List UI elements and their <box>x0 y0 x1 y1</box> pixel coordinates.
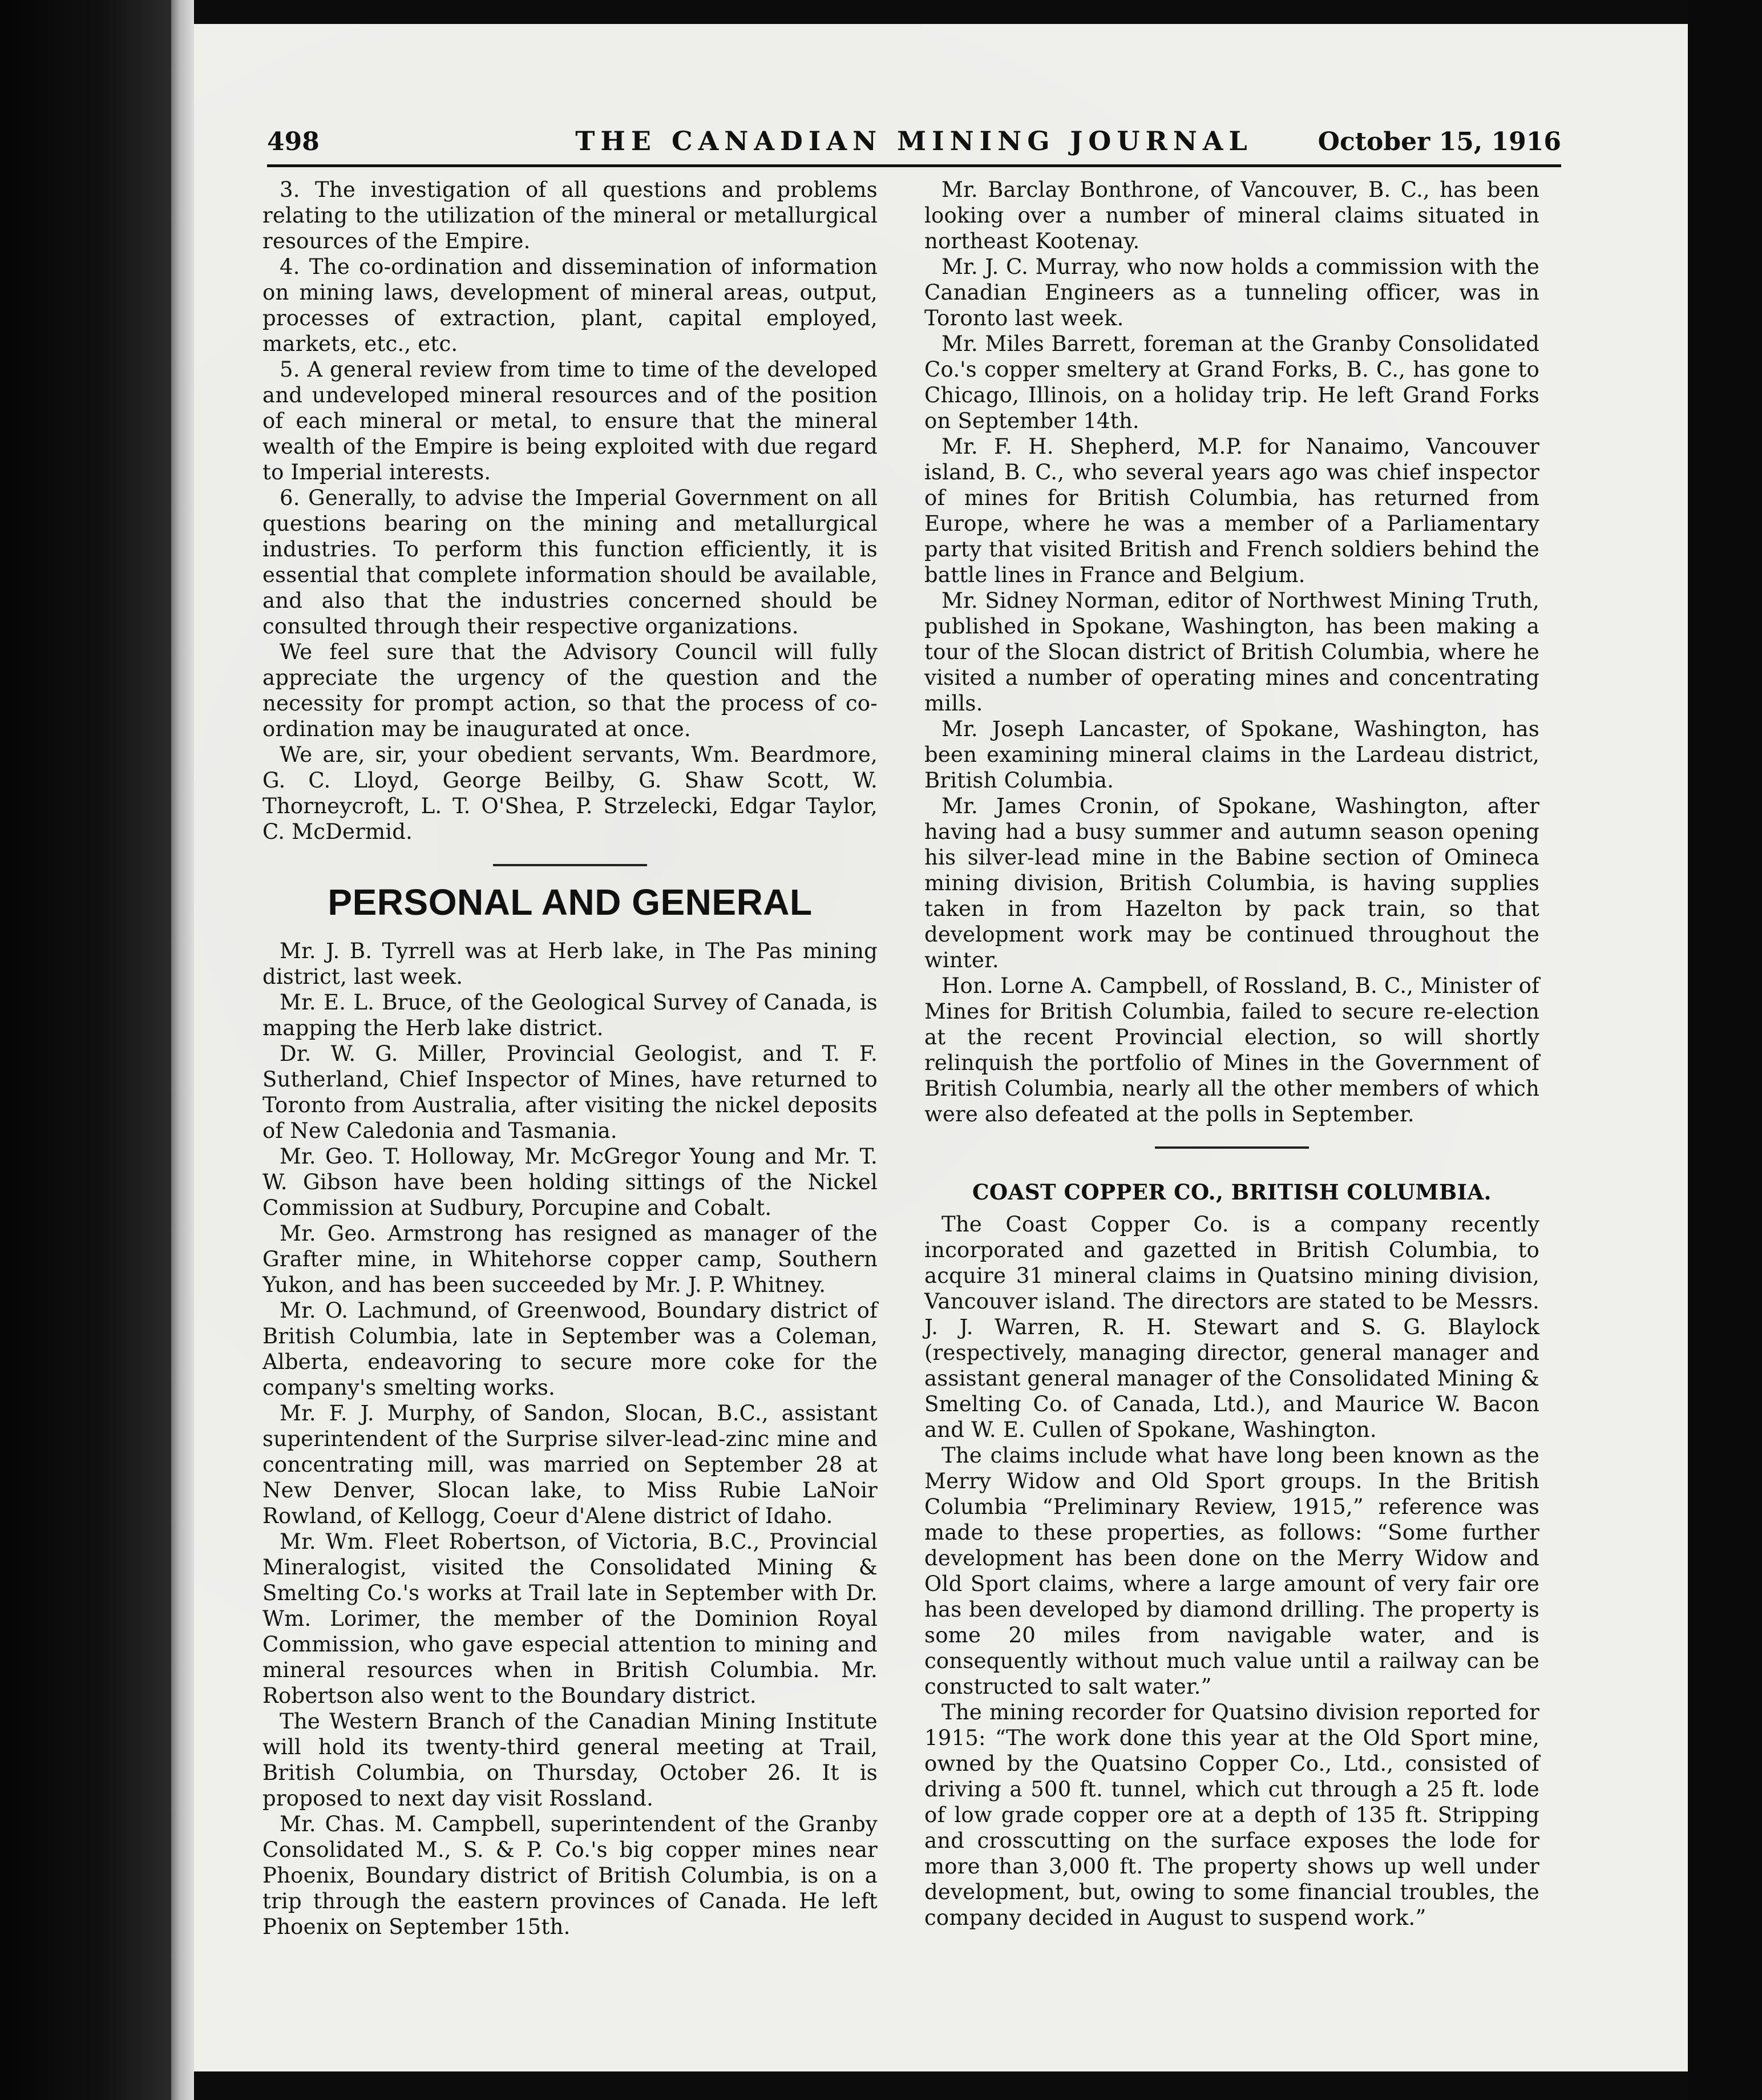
paragraph: Mr. F. H. Shepherd, M.P. for Nanaimo, Vancouver island, B. C., who several years ago was chief inspector of mines for British Columbia, has returned from Europe, where he was a member of a Parliamentary party that visited British and French soldiers behind the battle lines in France and Belgium. <box>924 434 1539 587</box>
scan-dark-margin <box>0 0 171 2100</box>
right-column <box>924 177 1539 1931</box>
paragraph: The claims include what have long been known as the Merry Widow and Old Sport groups. In the British Columbia “Preliminary Review, 1915,” reference was made to these properties, as follows: “Some further development has been done on the Merry Widow and Old Sport claims, where a large amount of very fair ore has been developed by diamond drilling. The property is some 20 miles from navigable water, and is consequently without much value until a railway can be constructed to salt water.” <box>924 1443 1539 1699</box>
paragraph: Mr. F. J. Murphy, of Sandon, Slocan, B.C., assistant superintendent of the Surprise silver-lead-zinc mine and concentrating mill, was married on September 28 at New Denver, Slocan lake, to Miss Rubie LaNoir Rowland, of Kellogg, Coeur d'Alene district of Idaho. <box>262 1401 878 1528</box>
signatories-paragraph: We are, sir, your obedient servants, Wm. Beardmore, G. C. Lloyd, George Beilby, G. Shaw Scott, W. Thorneycroft, L. T. O'Shea, P. Strzelecki, Edgar Taylor, C. McDermid. <box>262 742 878 844</box>
paragraph: 5. A general review from time to time of the developed and undeveloped mineral resources and of the position of each mineral or metal, to ensure that the mineral wealth of the Empire is being exploited with due regard to Imperial interests. <box>262 357 878 484</box>
paragraph: Mr. Joseph Lancaster, of Spokane, Washington, has been examining mineral claims in the Lardeau district, British Columbia. <box>924 717 1539 793</box>
paragraph: Mr. J. C. Murray, who now holds a commission with the Canadian Engineers as a tunneling officer, was in Toronto last week. <box>924 255 1539 330</box>
journal-title: THE CANADIAN MINING JOURNAL <box>575 126 1253 156</box>
paragraph: Mr. Miles Barrett, foreman at the Granby Consolidated Co.'s copper smeltery at Grand Forks, B. C., has gone to Chicago, Illinois, on a holiday trip. He left Grand Forks on September 14th. <box>924 332 1539 433</box>
paragraph: We feel sure that the Advisory Council will fully appreciate the urgency of the question and the necessity for prompt action, so that the process of co-ordination may be inaugurated at once. <box>262 640 878 741</box>
paragraph: Mr. Sidney Norman, editor of Northwest Mining Truth, published in Spokane, Washington, has been making a tour of the Slocan district of British Columbia, where he visited a number of operating mines and concentrating mills. <box>924 588 1539 716</box>
section-divider <box>493 864 647 866</box>
page-number: 498 <box>267 127 320 156</box>
paragraph: The Coast Copper Co. is a company recently incorporated and gazetted in British Columbia, to acquire 31 mineral claims in Quatsino mining division, Vancouver island. The directors are stated to be Messrs. J. J. Warren, R. H. Stewart and S. G. Blaylock (respectively, managing director, general manager and assistant general manager of the Consolidated Mining & Smelting Co. of Canada, Ltd.), and Maurice W. Bacon and W. E. Cullen of Spokane, Washington. <box>924 1212 1539 1442</box>
section-heading-personal-and-general: PERSONAL AND GENERAL <box>328 882 813 923</box>
journal-page <box>194 24 1688 2071</box>
paragraph: Mr. O. Lachmund, of Greenwood, Boundary district of British Columbia, late in September was a Coleman, Alberta, endeavoring to secure more coke for the company's smelting works. <box>262 1298 878 1400</box>
left-column <box>262 177 878 1940</box>
paragraph: 4. The co-ordination and dissemination of information on mining laws, development of mineral areas, output, processes of extraction, plant, capital employed, markets, etc., etc. <box>262 255 878 356</box>
scan-right-edge <box>1688 0 1762 2100</box>
paragraph: Mr. Geo. T. Holloway, Mr. McGregor Young and Mr. T. W. Gibson have been holding sittings of the Nickel Commission at Sudbury, Porcupine and Cobalt. <box>262 1144 878 1220</box>
running-header <box>267 119 1561 167</box>
section-divider <box>1155 1146 1309 1149</box>
paragraph: Mr. James Cronin, of Spokane, Washington, after having had a busy summer and autumn season opening his silver-lead mine in the Babine section of Omineca mining division, British Columbia, is having supplies taken in from Hazelton by pack train, so that development work may be continued throughout the winter. <box>924 794 1539 972</box>
paragraph: Dr. W. G. Miller, Provincial Geologist, and T. F. Sutherland, Chief Inspector of Mines, have returned to Toronto from Australia, after visiting the nickel deposits of New Caledonia and Tasmania. <box>262 1041 878 1143</box>
section-heading-coast-copper: COAST COPPER CO., BRITISH COLUMBIA. <box>972 1180 1492 1205</box>
paragraph: Mr. E. L. Bruce, of the Geological Survey of Canada, is mapping the Herb lake district. <box>262 990 878 1040</box>
issue-date: October 15, 1916 <box>1318 127 1561 156</box>
paragraph: The Western Branch of the Canadian Mining Institute will hold its twenty-third general meeting at Trail, British Columbia, on Thursday, October 26. It is proposed to next day visit Rossland. <box>262 1709 878 1811</box>
paragraph: 3. The investigation of all questions and problems relating to the utilization of the mineral or metallurgical resources of the Empire. <box>262 177 878 253</box>
paragraph: Mr. Chas. M. Campbell, superintendent of the Granby Consolidated M., S. & P. Co.'s big copper mines near Phoenix, Boundary district of British Columbia, is on a trip through the eastern provinces of Canada. He left Phoenix on September 15th. <box>262 1812 878 1939</box>
paragraph: Hon. Lorne A. Campbell, of Rossland, B. C., Minister of Mines for British Columbia, failed to secure re-election at the recent Provincial election, so will shortly relinquish the portfolio of Mines in the Government of British Columbia, nearly all the other members of which were also defeated at the polls in September. <box>924 974 1539 1126</box>
book-binding <box>171 0 194 2100</box>
paragraph: Mr. Wm. Fleet Robertson, of Victoria, B.C., Provincial Mineralogist, visited the Consolidated Mining & Smelting Co.'s works at Trail late in September with Dr. Wm. Lorimer, the member of the Dominion Royal Commission, who gave especial attention to mining and mineral resources when in British Columbia. Mr. Robertson also went to the Boundary district. <box>262 1529 878 1708</box>
paragraph: Mr. J. B. Tyrrell was at Herb lake, in The Pas mining district, last week. <box>262 939 878 989</box>
paragraph: Mr. Geo. Armstrong has resigned as manager of the Grafter mine, in Whitehorse copper camp, Southern Yukon, and has been succeeded by Mr. J. P. Whitney. <box>262 1221 878 1297</box>
paragraph: The mining recorder for Quatsino division reported for 1915: “The work done this year at the Old Sport mine, owned by the Quatsino Copper Co., Ltd., consisted of driving a 500 ft. tunnel, which cut through a 25 ft. lode of low grade copper ore at a depth of 135 ft. Stripping and crosscutting on the surface exposes the lode for more than 3,000 ft. The property shows up well under development, but, owing to some financial troubles, the company decided in August to suspend work.” <box>924 1700 1539 1930</box>
paragraph: Mr. Barclay Bonthrone, of Vancouver, B. C., has been looking over a number of mineral claims situated in northeast Kootenay. <box>924 177 1539 253</box>
paragraph: 6. Generally, to advise the Imperial Government on all questions bearing on the mining and metallurgical industries. To perform this function efficiently, it is essential that complete information should be available, and also that the industries concerned should be consulted through their respective organizations. <box>262 486 878 639</box>
